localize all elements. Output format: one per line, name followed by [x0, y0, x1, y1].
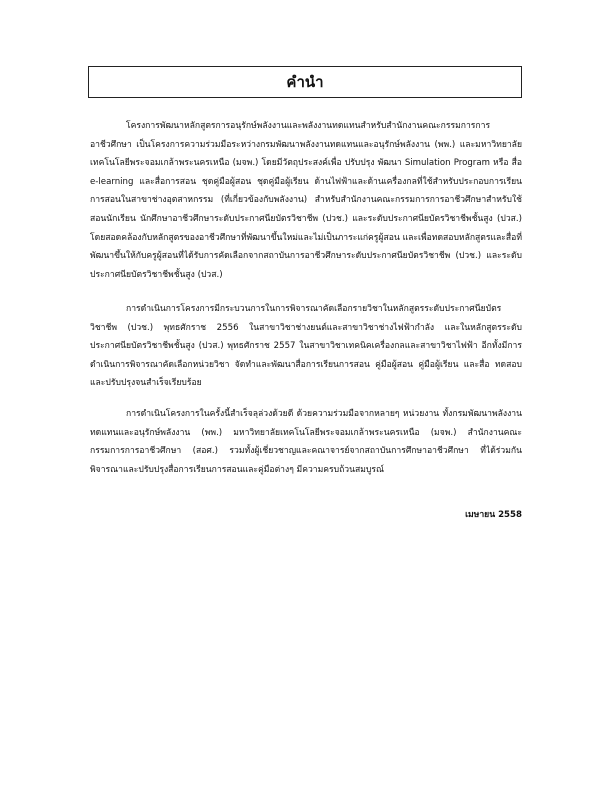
page-title: คำนำ [286, 73, 324, 91]
preface-paragraph-2: การดำเนินการโครงการมีกระบวนการในการพิจารณาคัดเลือกรายวิชาในหลักสูตรระดับประกาศนียบัตรวิชาชีพ (ปวช.) พุทธศักราช 2556 ในสาขาวิชาช่างยนต์และสาขาวิชาช่างไฟฟ้ากำลัง และในหลักสูตรระดับประกาศนียบัตรวิชาชีพชั้นสูง (ปวส.) พุทธศักราช 2557 ในสาขาวิชาเทคนิคเครื่องกลและสาขาวิชาไฟฟ้า อีกทั้งมีการดำเนินการพิจารณาคัดเลือกหน่วยวิชา จัดทำและพัฒนาสื่อการเรียนการสอน คู่มือผู้สอน คู่มือผู้เรียน และสื่อ ทดสอบและปรับปรุงจนสำเร็จเรียบร้อย [90, 304, 522, 389]
document-date: เมษายน 2558 [465, 510, 522, 520]
preface-paragraph-1: โครงการพัฒนาหลักสูตรการอนุรักษ์พลังงานและพลังงานทดแทนสำหรับสำนักงานคณะกรรมการการอาชีวศึกษา เป็นโครงการความร่วมมือระหว่างกรมพัฒนาพลังงานทดแทนและอนุรักษ์พลังงาน (พพ.) และมหาวิทยาลัยเทคโนโลยีพระจอมเกล้าพระนครเหนือ (มจพ.) โดยมีวัตถุประสงค์เพื่อ ปรับปรุง พัฒนา Simulation Program หรือ สื่อ e-learning และสื่อการสอน ชุดคู่มือผู้สอน ชุดคู่มือผู้เรียน ด้านไฟฟ้าและด้านเครื่องกลที่ใช้สำหรับประกอบการเรียนการสอนในสาขาช่างอุตสาหกรรม (ที่เกี่ยวข้องกับพลังงาน) สำหรับสำนักงานคณะกรรมการการอาชีวศึกษาสำหรับใช้สอนนักเรียน นักศึกษาอาชีวศึกษาระดับประกาศนียบัตรวิชาชีพ (ปวช.) และระดับประกาศนียบัตรวิชาชีพชั้นสูง (ปวส.) โดยสอดคล้องกับหลักสูตรของอาชีวศึกษาที่พัฒนาขึ้นใหม่และไม่เป็นภาระแก่ครูผู้สอน และเพื่อทดสอบหลักสูตรและสื่อที่พัฒนาขึ้นให้กับครูผู้สอนที่ได้รับการคัดเลือกจากสถาบันการอาชีวศึกษาระดับประกาศนียบัตรวิชาชีพ (ปวช.) และระดับประกาศนียบัตรวิชาชีพชั้นสูง (ปวส.) [90, 121, 522, 280]
title-box [88, 66, 522, 98]
preface-paragraph-3: การดำเนินโครงการในครั้งนี้สำเร็จลุล่วงด้วยดี ด้วยความร่วมมือจากหลายๆ หน่วยงาน ทั้งกรมพัฒนาพลังงานทดแทนและอนุรักษ์พลังงาน (พพ.) มหาวิทยาลัยเทคโนโลยีพระจอมเกล้าพระนครเหนือ (มจพ.) สำนักงานคณะกรรมการการอาชีวศึกษา (สอศ.) รวมทั้งผู้เชี่ยวชาญและคณาจารย์จากสถาบันการศึกษาอาชีวศึกษา ที่ได้ร่วมกันพิจารณาและปรับปรุงสื่อการเรียนการสอนและคู่มือต่างๆ มีความครบถ้วนสมบูรณ์ [90, 409, 522, 475]
